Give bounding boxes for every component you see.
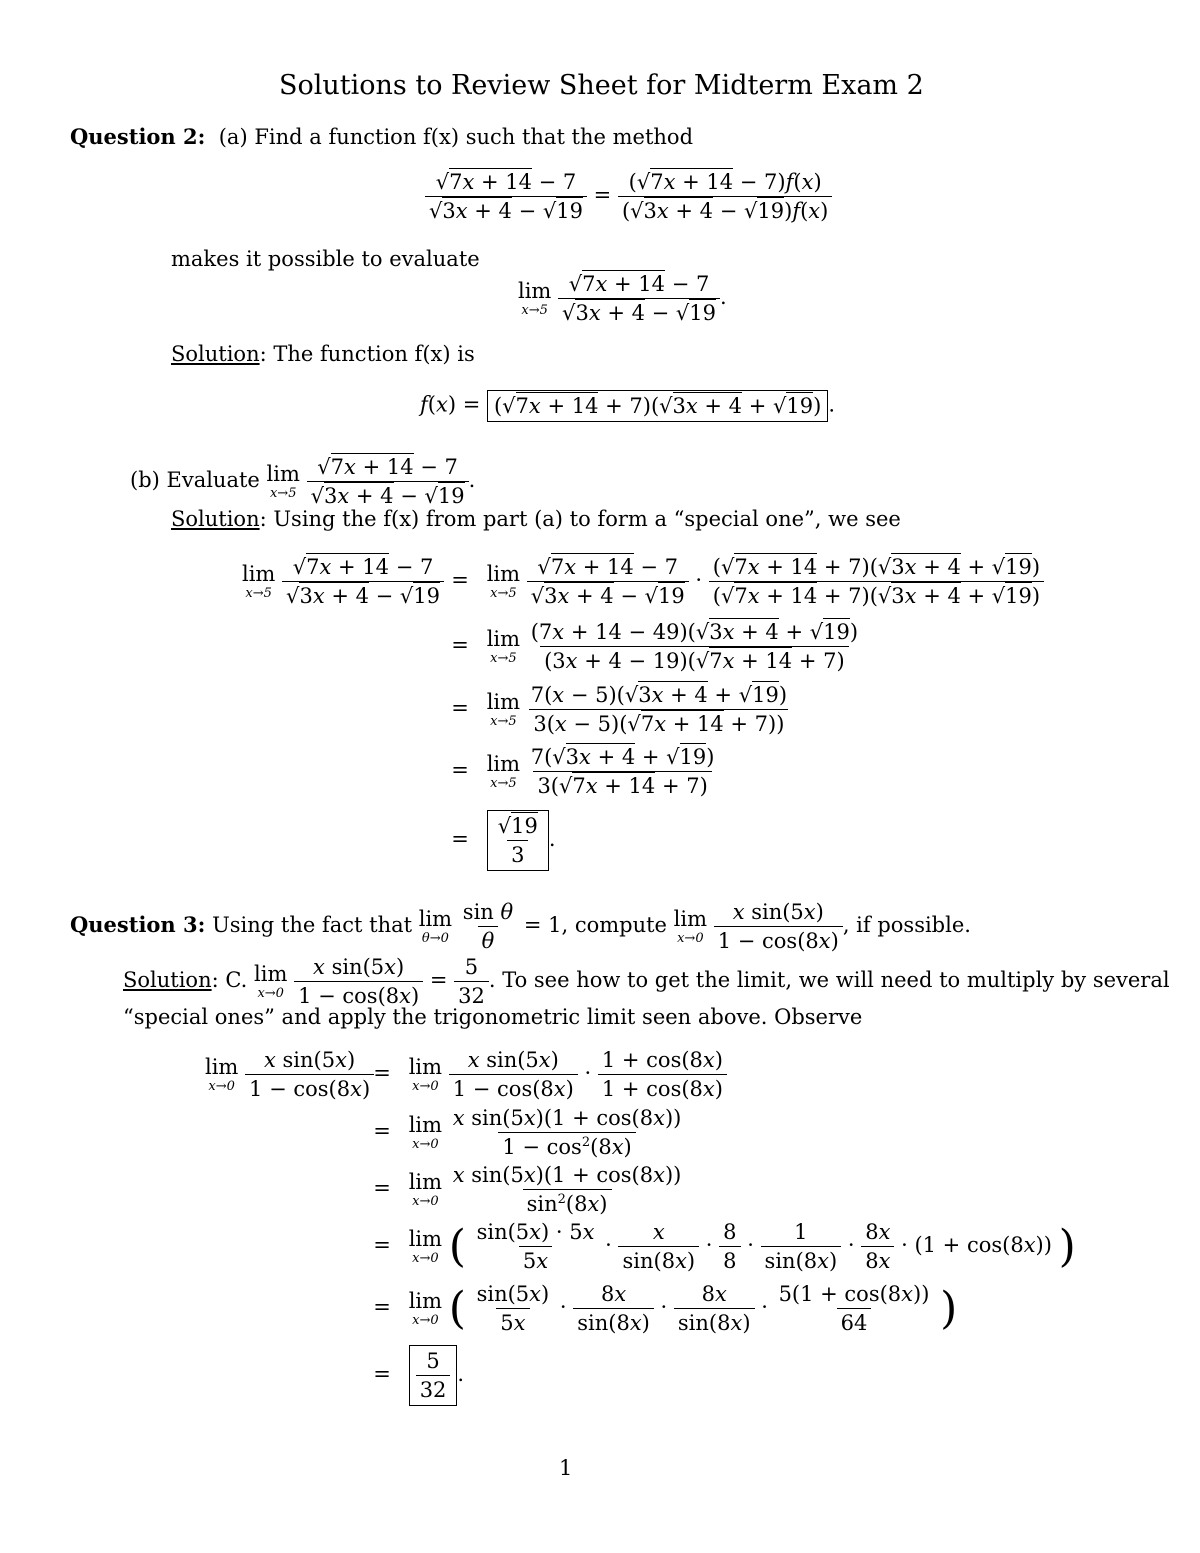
part-b-prompt: (b) Evaluate lim x→5 $\frac{√7x + 14 - 7}{√3x + 4 - √19}$ . (130, 455, 476, 508)
solution-a-body: : The function f(x) is (259, 342, 475, 366)
derivation-b-step4: = lim x→5 $\frac{7(√3x + 4 + √19)}{3(√7x + 14 + 7)}$ (451, 745, 715, 798)
boxed-answer-b: $\frac{√19}{3}$ (487, 810, 549, 871)
question-2-part-a: (a) Find a function f(x) such that the method (218, 125, 694, 149)
question-3-prompt: Question 3: Using the fact that lim θ→0 $\frac{\text{sin θ}}{\theta}$ = 1, compute lim x→0 $\frac{\text{x sin(5x)}}{1 - \cos(8x)}$ , if possible. (70, 900, 971, 953)
solution-a-text (171, 342, 475, 366)
boxed-answer-fx: (√7x + 14 + 7)(√3x + 4 + √19) (487, 390, 828, 422)
solution-label: Solution (171, 507, 260, 531)
derivation-3-step3: = lim x→0 $\frac{\text{x sin(5x)(1 + cos(8x))}}{\sin^2(8x)}$ (373, 1163, 682, 1216)
derivation-3-step2: = lim x→0 $\frac{\text{x sin(5x)(1 + cos(8x))}}{1 - \cos^2(8x)}$ (373, 1106, 682, 1159)
derivation-b-step1: = lim x→5 $\frac{√7x + 14 - 7}{√3x + 4 - √19}$ · $\frac{(√7x + 14 + 7)(√3x + 4 + √19)}{(√7x + 14 + 7)(√3x + 4 + √19)}$ (440, 555, 1044, 608)
derivation-3-step4: = lim x→0 ( $\frac{\sin(5x) \cdot 5x}{5x}$ · $\frac{x}{\sin(8x)}$ · $\frac{8}{8}$ · $\frac{1}{\sin(8x)}$ · $\frac{8x}{8x}$ · (1 + cos(8x)) ) (373, 1220, 1076, 1273)
question-3-mid: = 1, compute (523, 913, 667, 937)
solution-label: Solution (171, 342, 260, 366)
page-number: 1 (559, 1456, 573, 1480)
method-equation: $\frac{√7x + 14 - 7}{√3x + 4 - √19}$ = $\frac{(√7x + 14 - 7)f(x)}{(√3x + 4 - √19)f(x)}$ (425, 170, 832, 223)
derivation-b-lhs: lim x→5 $\frac{√7x + 14 - 7}{√3x + 4 - √19}$ (242, 555, 444, 608)
question-2-prompt (70, 124, 693, 149)
page-title: Solutions to Review Sheet for Midterm Exam 2 (279, 70, 924, 101)
derivation-3-lhs: lim x→0 $\frac{\text{x sin(5x)}}{1 - \cos(8x)}$ (205, 1048, 374, 1101)
solution-3-body: . To see how to get the limit, we will need to multiply by several (488, 968, 1170, 992)
derivation-b-result: = $\frac{√19}{3}$ . (440, 810, 556, 871)
makes-possible-text: makes it possible to evaluate (171, 247, 480, 271)
question-3-start: Using the fact that (212, 913, 413, 937)
solution-b-body: : Using the f(x) from part (a) to form a “special one”, we see (259, 507, 901, 531)
question-2-label: Question 2: (70, 124, 206, 149)
solution-3-text: Solution: C. lim x→0 $\frac{\text{x sin(5x)}}{1 - \cos(8x)}$ = $\frac{5}{32}$ . To see how to get the limit, we will need to multiply by several (123, 955, 1170, 1008)
question-3-label: Question 3: (70, 912, 206, 937)
derivation-3-step5: = lim x→0 ( $\frac{\sin(5x)}{5x}$ · $\frac{8x}{\sin(8x)}$ · $\frac{8x}{\sin(8x)}$ · $\frac{5(1 + \cos(8x))}{64}$ ) (373, 1282, 958, 1335)
derivation-3-step1: = lim x→0 $\frac{\text{x sin(5x)}}{1 - \cos(8x)}$ · $\frac{1 + \cos(8x)}{1 + \cos(8x)}$ (362, 1048, 727, 1101)
solution-3-text-line2: “special ones” and apply the trigonometric limit seen above. Observe (123, 1005, 863, 1029)
solution-b-text (171, 507, 901, 531)
derivation-3-result: = $\frac{5}{32}$ . (362, 1345, 464, 1406)
solution-label: Solution (123, 968, 212, 992)
part-b-label: (b) Evaluate (130, 468, 260, 492)
limit-expression: lim x→5 $\frac{√7x + 14 - 7}{√3x + 4 - √19}$ . (518, 272, 727, 325)
fx-answer: f(x) = (√7x + 14 + 7)(√3x + 4 + √19) . (420, 390, 835, 422)
derivation-b-step3: = lim x→5 $\frac{7(x - 5)(√3x + 4 + √19)}{3(x - 5)(√7x + 14 + 7))}$ (451, 683, 788, 736)
question-3-end: , if possible. (842, 913, 971, 937)
solution-3-start: : C. (211, 968, 248, 992)
derivation-b-step2: = lim x→5 $\frac{(7x + 14 - 49)(√3x + 4 + √19)}{(3x + 4 - 19)(√7x + 14 + 7)}$ (451, 620, 859, 673)
boxed-answer-3: $\frac{5}{32}$ (409, 1345, 458, 1406)
